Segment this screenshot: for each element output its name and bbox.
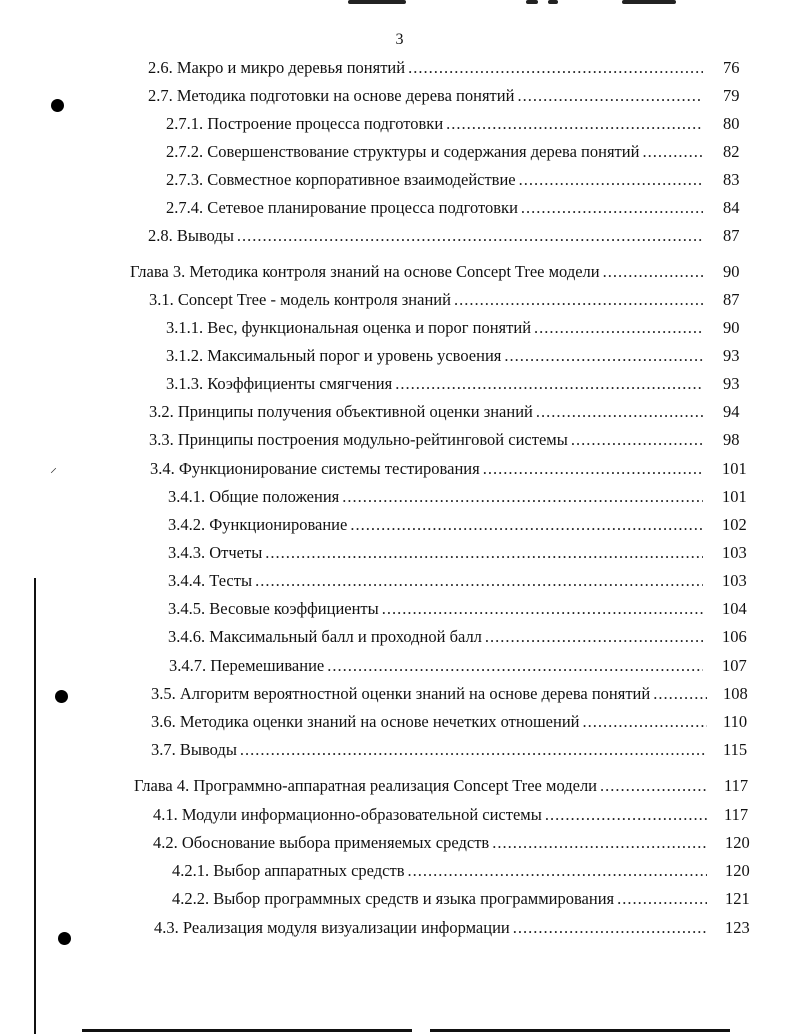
toc-leader-dots — [240, 740, 707, 760]
toc-entry-title: 2.6. Макро и микро деревья понятий — [148, 58, 406, 77]
toc-leader-dots — [642, 142, 703, 162]
scan-bottom-edge — [82, 1029, 412, 1032]
toc-leader-dots — [485, 627, 703, 647]
toc-entry[interactable] — [149, 430, 740, 456]
toc-entry-page: 117 — [724, 805, 749, 824]
toc-entry-title: 3.1.1. Вес, функциональная оценка и порог понятий — [166, 318, 532, 337]
toc-leader-dots — [382, 599, 703, 619]
toc-entry-page: 103 — [722, 571, 747, 590]
toc-entry[interactable] — [168, 571, 747, 597]
toc-entry[interactable] — [166, 170, 740, 196]
toc-leader-dots — [582, 712, 707, 732]
toc-entry-title: 3.4.4. Тесты — [168, 571, 253, 590]
toc-entry-page: 106 — [722, 627, 747, 646]
scan-artifact-top — [330, 0, 690, 6]
toc-entry-page: 107 — [722, 656, 747, 675]
toc-leader-dots — [517, 86, 703, 106]
toc-leader-dots — [513, 918, 707, 938]
toc-entry[interactable] — [153, 805, 749, 831]
toc-leader-dots — [342, 487, 703, 507]
toc-leader-dots — [504, 346, 703, 366]
toc-entry-title: 3.4.6. Максимальный балл и проходной балл — [168, 627, 482, 646]
toc-entry[interactable] — [168, 627, 747, 653]
toc-entry[interactable] — [151, 684, 748, 710]
toc-entry[interactable] — [150, 459, 747, 485]
toc-entry-title: 4.1. Модули информационно-образовательной системы — [153, 805, 542, 824]
toc-leader-dots — [483, 459, 703, 479]
toc-entry-page: 90 — [723, 318, 740, 337]
toc-leader-dots — [600, 776, 707, 796]
toc-leader-dots — [454, 290, 703, 310]
toc-entry-title: 3.1.3. Коэффициенты смягчения — [166, 374, 393, 393]
toc-entry-title: 3.1.2. Максимальный порог и уровень усвоения — [166, 346, 502, 365]
toc-entry-page: 82 — [723, 142, 740, 161]
toc-entry-page: 87 — [723, 226, 740, 245]
toc-entry[interactable] — [166, 142, 740, 168]
toc-entry[interactable] — [168, 543, 747, 569]
toc-entry-title: 4.2.1. Выбор аппаратных средств — [172, 861, 405, 880]
toc-entry-page: 98 — [723, 430, 740, 449]
toc-entry-title: 3.1. Concept Tree - модель контроля знаний — [149, 290, 451, 309]
toc-leader-dots — [519, 170, 703, 190]
toc-entry-page: 87 — [723, 290, 740, 309]
toc-entry-title: 2.8. Выводы — [148, 226, 234, 245]
toc-entry-page: 117 — [724, 776, 749, 795]
binder-hole-3 — [58, 932, 71, 945]
toc-entry[interactable] — [169, 656, 747, 682]
toc-entry-title: 2.7.3. Совместное корпоративное взаимодействие — [166, 170, 516, 189]
binder-hole-1 — [51, 99, 64, 112]
toc-entry-title: Глава 3. Методика контроля знаний на основе Concept Tree модели — [130, 262, 600, 281]
toc-entry[interactable] — [172, 889, 750, 915]
toc-leader-dots — [534, 318, 703, 338]
toc-entry-title: 2.7. Методика подготовки на основе дерева понятий — [148, 86, 515, 105]
toc-entry[interactable] — [149, 290, 740, 316]
toc-entry-title: 4.2. Обоснование выбора применяемых средств — [153, 833, 490, 852]
toc-entry-page: 108 — [723, 684, 748, 703]
toc-entry[interactable] — [148, 86, 740, 112]
toc-entry-page: 123 — [725, 918, 750, 937]
toc-entry[interactable] — [168, 599, 747, 625]
toc-leader-dots — [446, 114, 703, 134]
scan-edge-line — [34, 578, 36, 1034]
toc-entry-title: 3.4.1. Общие положения — [168, 487, 340, 506]
toc-leader-dots — [408, 861, 708, 881]
toc-leader-dots — [571, 430, 703, 450]
toc-entry-page: 121 — [725, 889, 750, 908]
toc-entry-title: 3.5. Алгоритм вероятностной оценки знаний на основе дерева понятий — [151, 684, 651, 703]
toc-entry[interactable] — [166, 114, 740, 140]
toc-entry-page: 101 — [722, 487, 747, 506]
toc-entry[interactable] — [166, 318, 740, 344]
toc-entry[interactable] — [154, 918, 750, 944]
toc-leader-dots — [617, 889, 707, 909]
toc-leader-dots — [237, 226, 703, 246]
toc-entry-title: 3.4.2. Функционирование — [168, 515, 348, 534]
toc-entry-page: 110 — [723, 712, 748, 731]
toc-entry-page: 93 — [723, 346, 740, 365]
toc-leader-dots — [653, 684, 707, 704]
toc-entry-page: 101 — [722, 459, 747, 478]
toc-entry-page: 120 — [725, 861, 750, 880]
toc-entry-page: 90 — [723, 262, 740, 281]
toc-entry-page: 104 — [722, 599, 747, 618]
toc-entry-title: 3.2. Принципы получения объективной оценки знаний — [149, 402, 533, 421]
toc-entry-page: 94 — [723, 402, 740, 421]
page-number: 3 — [395, 31, 404, 48]
toc-entry[interactable] — [172, 861, 750, 887]
toc-entry-page: 83 — [723, 170, 740, 189]
toc-leader-dots — [327, 656, 703, 676]
toc-entry-page: 120 — [725, 833, 750, 852]
toc-leader-dots — [492, 833, 707, 853]
toc-entry-title: Глава 4. Программно-аппаратная реализация Concept Tree модели — [134, 776, 598, 795]
toc-leader-dots — [395, 374, 703, 394]
toc-entry[interactable] — [166, 346, 740, 372]
toc-leader-dots — [265, 543, 703, 563]
toc-leader-dots — [255, 571, 703, 591]
toc-leader-dots — [536, 402, 703, 422]
toc-entry-page: 79 — [723, 86, 740, 105]
toc-entry[interactable] — [130, 262, 740, 288]
toc-entry[interactable] — [153, 833, 750, 859]
toc-entry-page: 80 — [723, 114, 740, 133]
scan-speck: ⸝ — [50, 461, 57, 476]
toc-entry[interactable] — [151, 712, 748, 738]
toc-entry-title: 3.6. Методика оценки знаний на основе нечетких отношений — [151, 712, 580, 731]
toc-entry[interactable] — [148, 226, 740, 252]
toc-leader-dots — [408, 58, 703, 78]
toc-entry[interactable] — [134, 776, 749, 802]
toc-entry-page: 76 — [723, 58, 740, 77]
toc-entry-title: 2.7.2. Совершенствование структуры и содержания дерева понятий — [166, 142, 640, 161]
toc-entry[interactable] — [168, 515, 747, 541]
toc-leader-dots — [521, 198, 703, 218]
toc-entry-title: 3.4.3. Отчеты — [168, 543, 263, 562]
toc-entry-page: 103 — [722, 543, 747, 562]
toc-entry-page: 102 — [722, 515, 747, 534]
toc-entry-title: 3.4.5. Весовые коэффициенты — [168, 599, 379, 618]
toc-entry[interactable] — [166, 198, 740, 224]
scan-bottom-edge — [430, 1029, 730, 1032]
toc-leader-dots — [350, 515, 703, 535]
toc-leader-dots — [545, 805, 707, 825]
toc-entry-title: 2.7.1. Построение процесса подготовки — [166, 114, 444, 133]
toc-entry-page: 93 — [723, 374, 740, 393]
toc-entry[interactable] — [149, 402, 740, 428]
toc-entry-title: 3.3. Принципы построения модульно-рейтинговой системы — [149, 430, 568, 449]
toc-entry-title: 2.7.4. Сетевое планирование процесса подготовки — [166, 198, 518, 217]
toc-entry-page: 84 — [723, 198, 740, 217]
toc-entry[interactable] — [168, 487, 747, 513]
toc-leader-dots — [603, 262, 703, 282]
toc-entry[interactable] — [166, 374, 740, 400]
toc-entry-title: 4.2.2. Выбор программных средств и языка программирования — [172, 889, 615, 908]
binder-hole-2 — [55, 690, 68, 703]
toc-entry-title: 4.3. Реализация модуля визуализации информации — [154, 918, 510, 937]
toc-entry[interactable] — [151, 740, 748, 766]
toc-entry[interactable] — [148, 58, 740, 84]
toc-entry-title: 3.4. Функционирование системы тестирования — [150, 459, 480, 478]
toc-entry-title: 3.4.7. Перемешивание — [169, 656, 325, 675]
toc-entry-title: 3.7. Выводы — [151, 740, 237, 759]
toc-entry-page: 115 — [723, 740, 748, 759]
